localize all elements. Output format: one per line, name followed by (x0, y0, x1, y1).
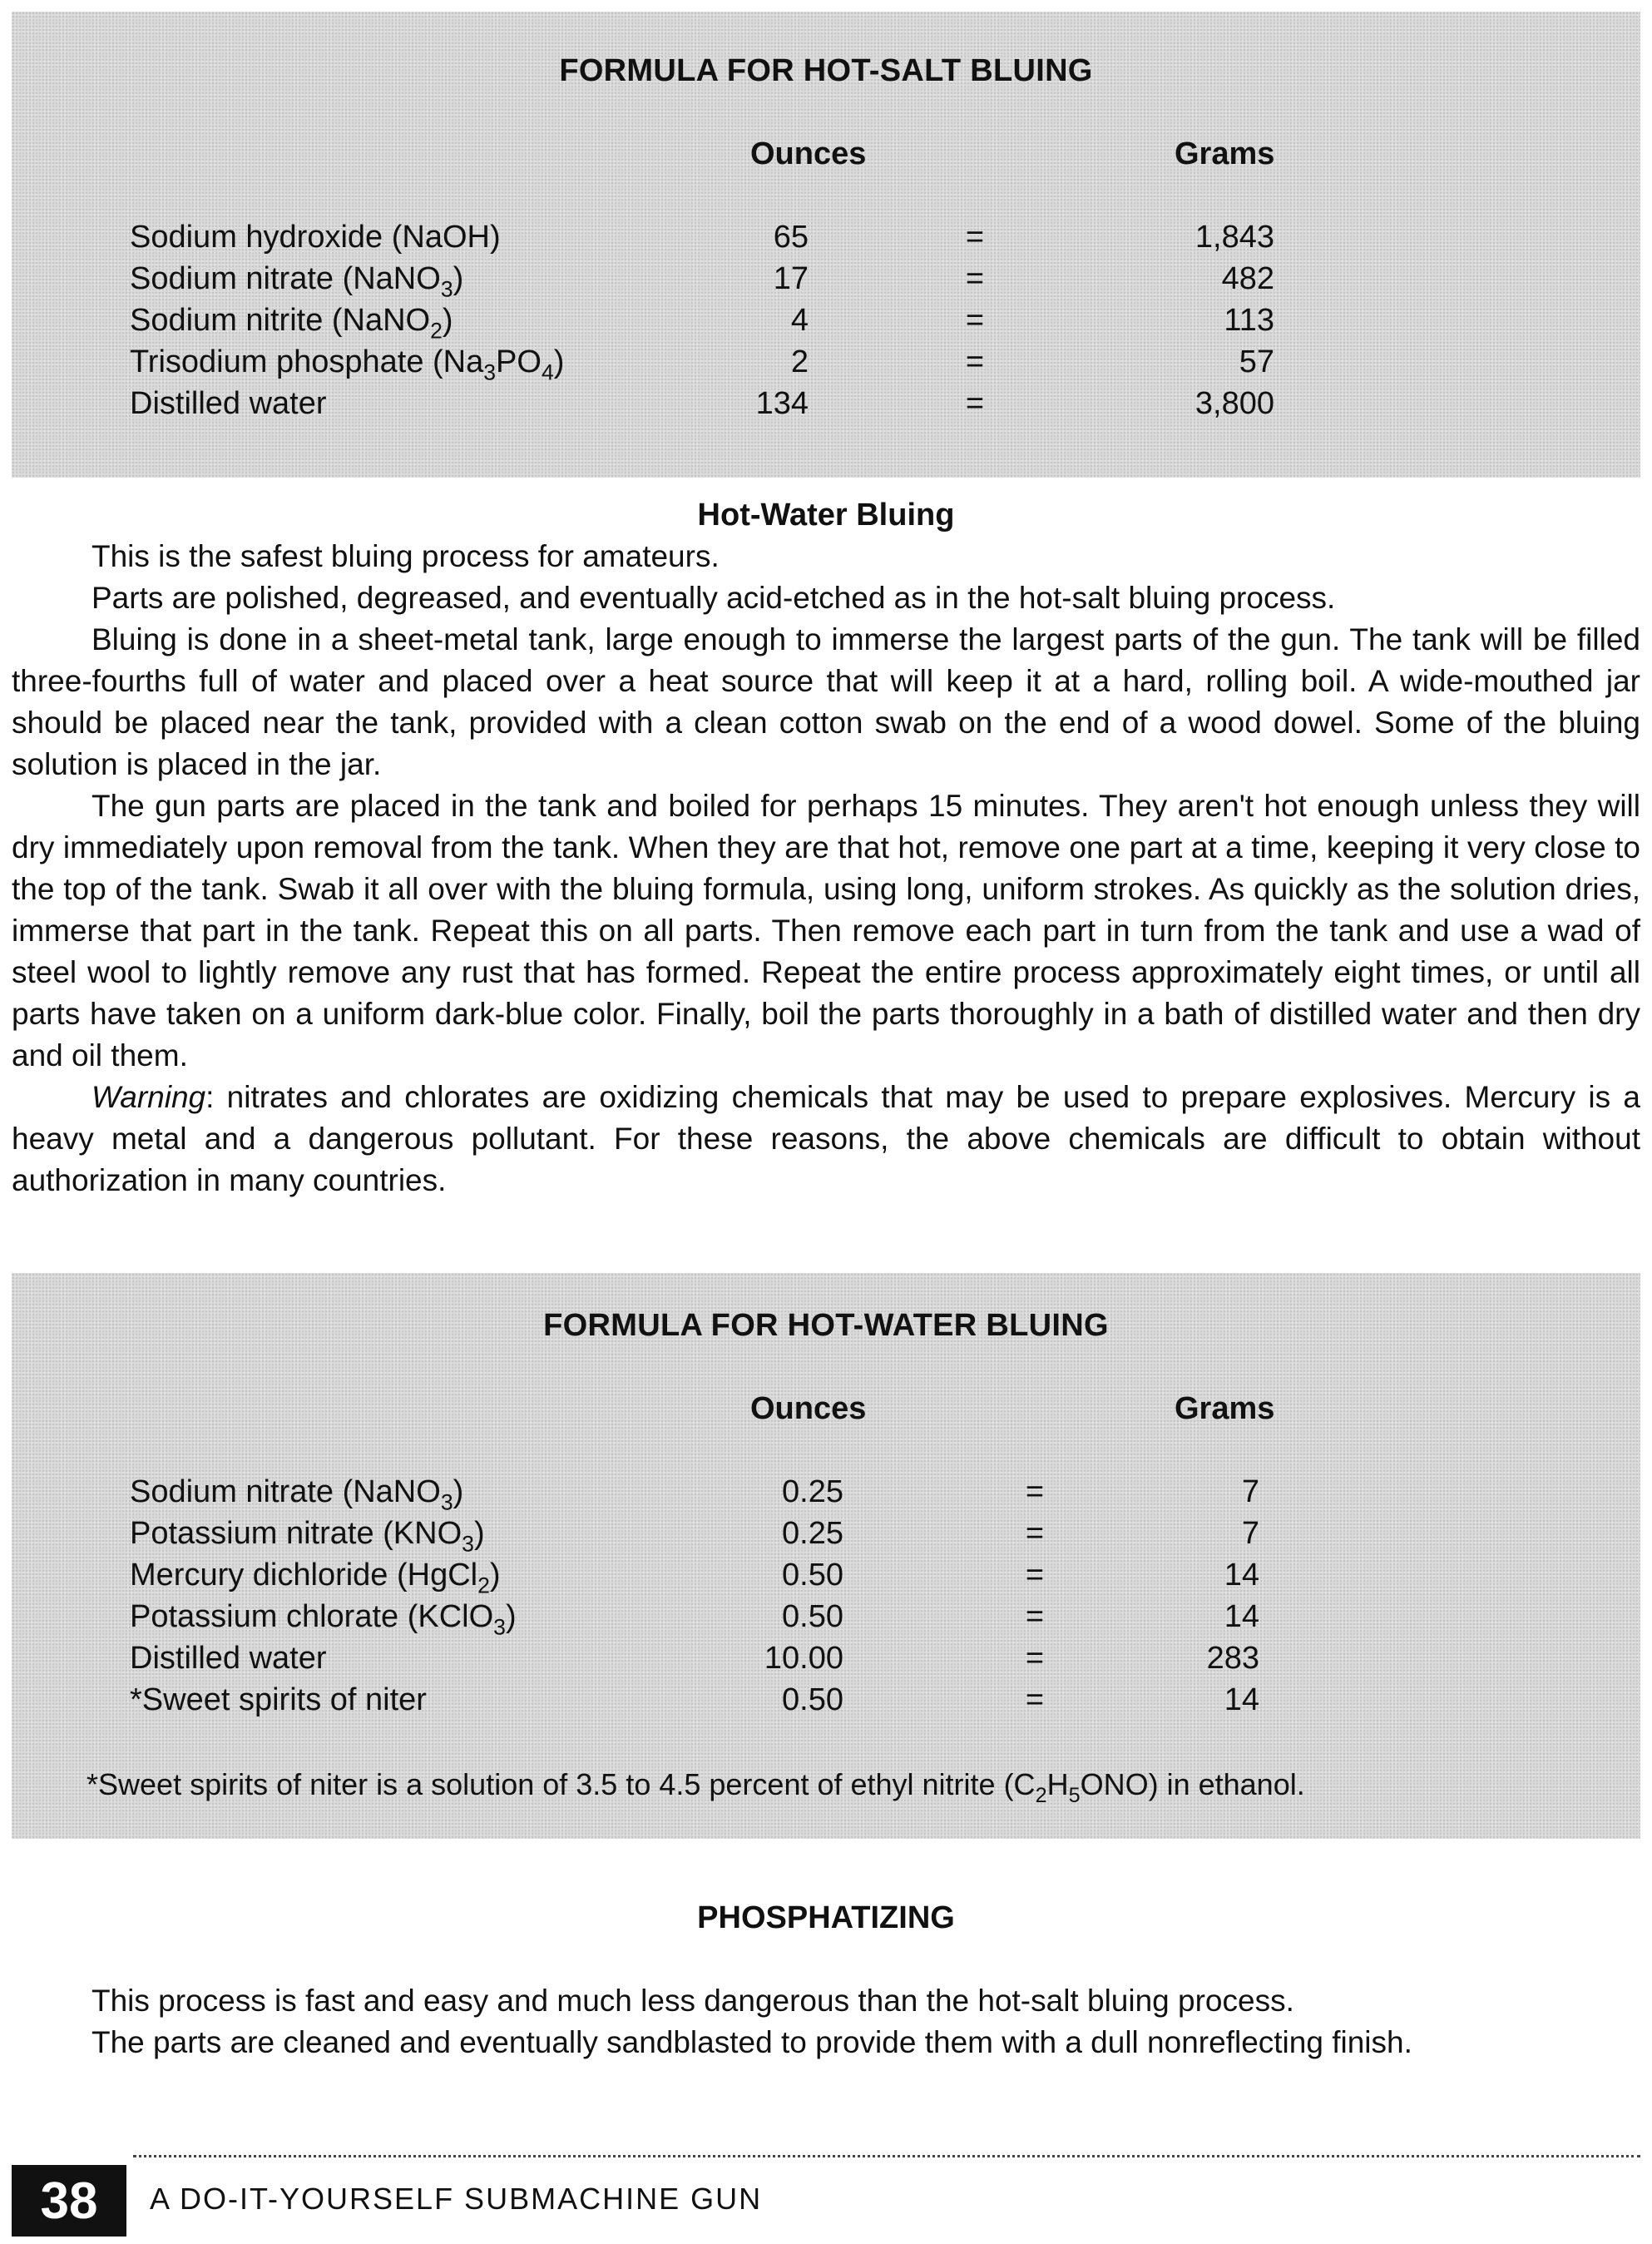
equals-sign: = (1025, 1641, 1045, 1676)
ounces-value: 65 (773, 220, 809, 255)
equals-sign: = (1025, 1682, 1045, 1717)
ounces-value: 17 (773, 261, 809, 296)
equals-sign: = (965, 386, 985, 421)
ounces-value: 0.50 (782, 1599, 843, 1634)
hot-water-ounces-header: Ounces (750, 1391, 867, 1426)
hot-salt-formula-title: FORMULA FOR HOT-SALT BLUING (559, 53, 1093, 88)
equals-sign: = (965, 220, 985, 255)
ingredient-name: Distilled water (130, 1641, 327, 1676)
grams-value: 283 (1206, 1641, 1259, 1676)
hot-salt-row (12, 303, 1640, 344)
equals-sign: = (965, 303, 985, 338)
ounces-value: 4 (790, 303, 809, 338)
ingredient-name: Sodium nitrate (NaNO$_3$) (130, 261, 464, 302)
sweet-spirits-footnote: *Sweet spirits of niter is a solution of 3.5 to 4.5 percent of ethyl nitrite $(C_2H_5ONO)$ in ethanol. (87, 1767, 1305, 1807)
phosphatizing-heading: PHOSPHATIZING (697, 1900, 955, 1935)
paragraph: This is the safest bluing process for amateurs. (92, 539, 720, 573)
hot-salt-row (12, 261, 1640, 303)
grams-value: 113 (1224, 303, 1274, 338)
grams-value: 482 (1221, 261, 1274, 296)
hot-water-grams-header: Grams (1175, 1391, 1275, 1426)
hot-salt-formula-panel (12, 12, 1640, 478)
equals-sign: = (965, 261, 985, 296)
ounces-value: 0.25 (782, 1474, 843, 1509)
hot-water-formula-panel (12, 1273, 1640, 1839)
grams-value: 14 (1224, 1558, 1259, 1593)
warning-paragraph (12, 1077, 1640, 1201)
phosphatizing-section (12, 1897, 1640, 2063)
equals-sign: = (965, 344, 985, 379)
hot-water-row (12, 1558, 1640, 1599)
page-number: 38 (12, 2165, 126, 2237)
hot-water-bluing-heading: Hot-Water Bluing (697, 498, 955, 533)
ingredient-name: Potassium chlorate (KClO$_3$) (130, 1599, 517, 1640)
hot-water-row (12, 1599, 1640, 1641)
footer-divider (133, 2155, 1640, 2157)
grams-value: 57 (1239, 344, 1274, 379)
ingredient-name: Potassium nitrate $(KNO_3)$ (130, 1516, 485, 1557)
hot-water-row (12, 1682, 1640, 1724)
hot-salt-row (12, 220, 1640, 261)
paragraph: The parts are cleaned and eventually sandblasted to provide them with a dull nonreflecting finish. (92, 2025, 1412, 2059)
paragraph: Bluing is done in a sheet-metal tank, large enough to immerse the largest parts of the gun. The tank will be filled three-fourths full of water and placed over a heat source that will keep it at a hard, rolling boil. A wide-mouthed jar should be placed near the tank, provided with a clean cotton swab on the end of a wood dowel. Some of the bluing solution is placed in the jar. (12, 622, 1640, 781)
ounces-value: 0.50 (782, 1558, 843, 1593)
ingredient-name: Trisodium phosphate $(Na_3PO_4)$ (130, 344, 565, 385)
hot-salt-row (12, 386, 1640, 428)
grams-value: 7 (1241, 1516, 1259, 1551)
paragraph: The gun parts are placed in the tank and boiled for perhaps 15 minutes. They aren't hot enough unless they will dry immediately upon removal from the tank. When they are that hot, remove one part at a time, keeping it very close to the top of the tank. Swab it all over with the bluing formula, using long, uniform strokes. As quickly as the solution dries, immerse that part in the tank. Repeat this on all parts. Then remove each part in turn from the tank and use a wad of steel wool to lightly remove any rust that has formed. Repeat the entire process approximately eight times, or until all parts have taken on a uniform dark-blue color. Finally, boil the parts thoroughly in a bath of distilled water and then dry and oil them. (12, 789, 1640, 1072)
grams-value: 1,843 (1194, 220, 1274, 255)
ingredient-name: Mercury dichloride (HgCl$_2$) (130, 1558, 501, 1598)
grams-value: 14 (1224, 1599, 1259, 1634)
paragraph: Parts are polished, degreased, and eventually acid-etched as in the hot-salt bluing process. (92, 581, 1336, 615)
hot-salt-row (12, 344, 1640, 386)
ingredient-name: Sodium hydroxide (NaOH) (130, 220, 501, 255)
paragraph: This process is fast and easy and much less dangerous than the hot-salt bluing process. (92, 1984, 1294, 2018)
hot-water-bluing-section (12, 494, 1640, 1201)
book-title: A DO-IT-YOURSELF SUBMACHINE GUN (150, 2182, 763, 2216)
ingredient-name: Sodium nitrite (NaNO$_2$) (130, 303, 453, 344)
hot-salt-ounces-header: Ounces (750, 136, 867, 171)
hot-salt-grams-header: Grams (1175, 136, 1275, 171)
hot-water-row (12, 1641, 1640, 1682)
warning-text: : nitrates and chlorates are oxidizing chemicals that may be used to prepare explosives. Mercury is a heavy metal and a dangerous pollutant. For these reasons, the above chemicals are difficult to obtain without authorization in many countries. (12, 1080, 1640, 1197)
ounces-value: 10.00 (764, 1641, 843, 1676)
equals-sign: = (1025, 1516, 1045, 1551)
ounces-value: 0.25 (782, 1516, 843, 1551)
grams-value: 3,800 (1194, 386, 1274, 421)
hot-water-row (12, 1474, 1640, 1516)
hot-water-row (12, 1516, 1640, 1558)
hot-water-formula-title: FORMULA FOR HOT-WATER BLUING (543, 1308, 1109, 1343)
ounces-value: 0.50 (782, 1682, 843, 1717)
equals-sign: = (1025, 1558, 1045, 1593)
grams-value: 14 (1224, 1682, 1259, 1717)
ounces-value: 2 (790, 344, 809, 379)
ingredient-name: Sodium nitrate (NaNO$_3$) (130, 1474, 464, 1515)
ingredient-name: *Sweet spirits of niter (130, 1682, 427, 1717)
ingredient-name: Distilled water (130, 386, 327, 421)
grams-value: 7 (1241, 1474, 1259, 1509)
ounces-value: 134 (755, 386, 809, 421)
equals-sign: = (1025, 1474, 1045, 1509)
warning-label: Warning (92, 1080, 206, 1114)
equals-sign: = (1025, 1599, 1045, 1634)
